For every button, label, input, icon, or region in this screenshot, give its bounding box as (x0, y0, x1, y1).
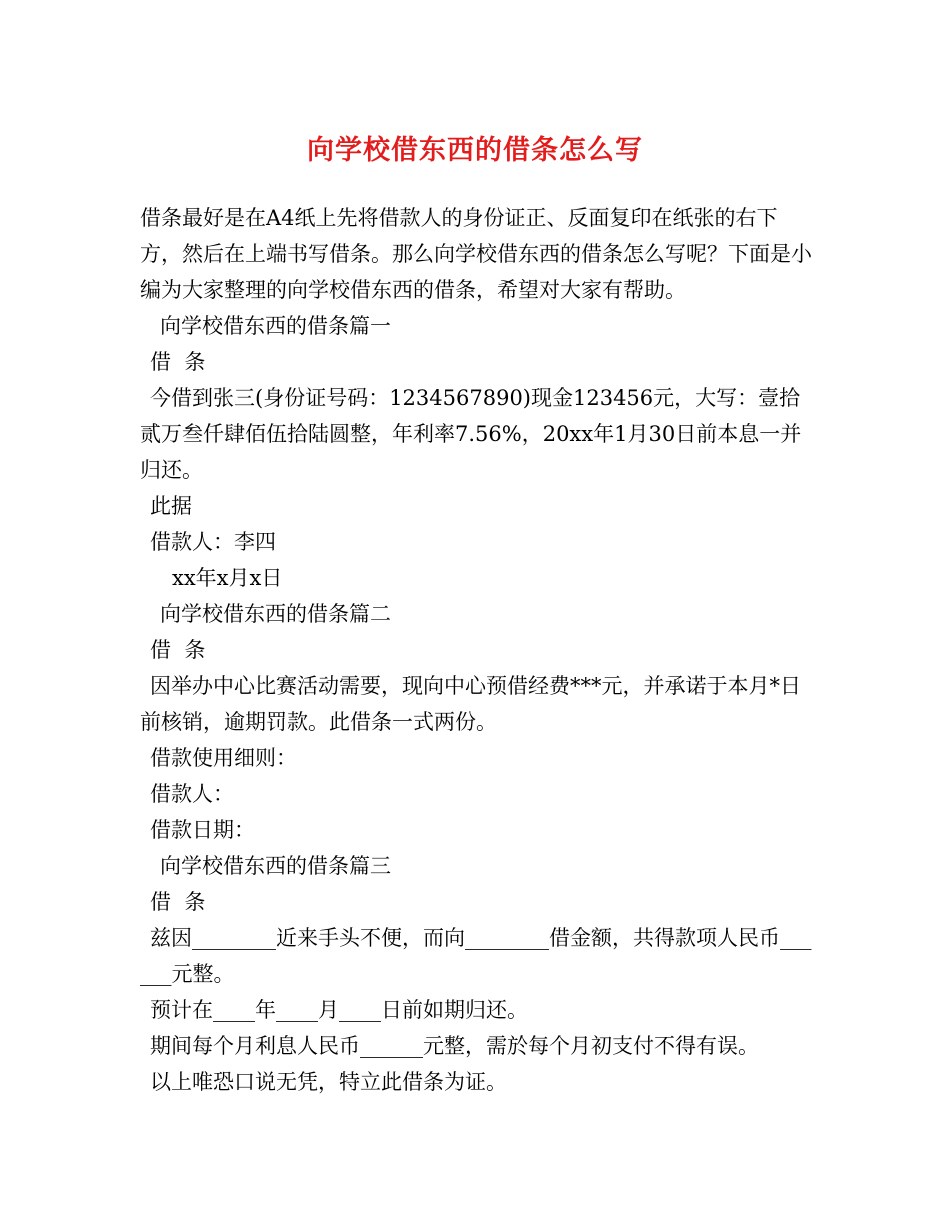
section-1-text: 今借到张三(身份证号码：1234567890)现金123456元，大写：壹拾贰万叁仟肆佰伍拾陆圆整，年利率7.56%，20xx年1月30日前本息一并归还。 (140, 386, 802, 482)
section-2-label: 借 条 (150, 638, 206, 662)
intro-paragraph: 借条最好是在A4纸上先将借款人的身份证正、反面复印在纸张的右下方，然后在上端书写借条。那么向学校借东西的借条怎么写呢？下面是小编为大家整理的向学校借东西的借条，希望对大家有帮助。 (140, 206, 812, 302)
section-2-text: 因举办中心比赛活动需要，现向中心预借经费***元，并承诺于本月*日前核销，逾期罚款。此借条一式两份。 (140, 674, 801, 734)
section-1-label: 借 条 (150, 350, 206, 374)
section-1-heading: 向学校借东西的借条篇一 (160, 314, 391, 338)
document-title: 向学校借东西的借条怎么写 (307, 135, 643, 166)
section-1-basis: 此据 (150, 494, 192, 518)
section-3-closing: 以上唯恐口说无凭，特立此借条为证。 (150, 1070, 507, 1094)
section-1-date: xx年x月x日 (172, 566, 283, 590)
document-body (140, 200, 815, 1100)
section-2-borrower: 借款人： (150, 782, 234, 806)
section-3-repay: 预计在____年____月____日前如期归还。 (150, 998, 528, 1022)
section-3-text: 兹因________近来手头不便，而向________借金额，共得款项人民币______元整。 (140, 926, 812, 986)
section-3-heading: 向学校借东西的借条篇三 (160, 854, 391, 878)
section-2-date: 借款日期： (150, 818, 255, 842)
section-2-details: 借款使用细则： (150, 746, 297, 770)
section-3-label: 借 条 (150, 890, 206, 914)
section-1-borrower: 借款人：李四 (150, 530, 276, 554)
section-2-heading: 向学校借东西的借条篇二 (160, 602, 391, 626)
section-3-interest: 期间每个月利息人民币______元整，需於每个月初支付不得有误。 (150, 1034, 759, 1058)
